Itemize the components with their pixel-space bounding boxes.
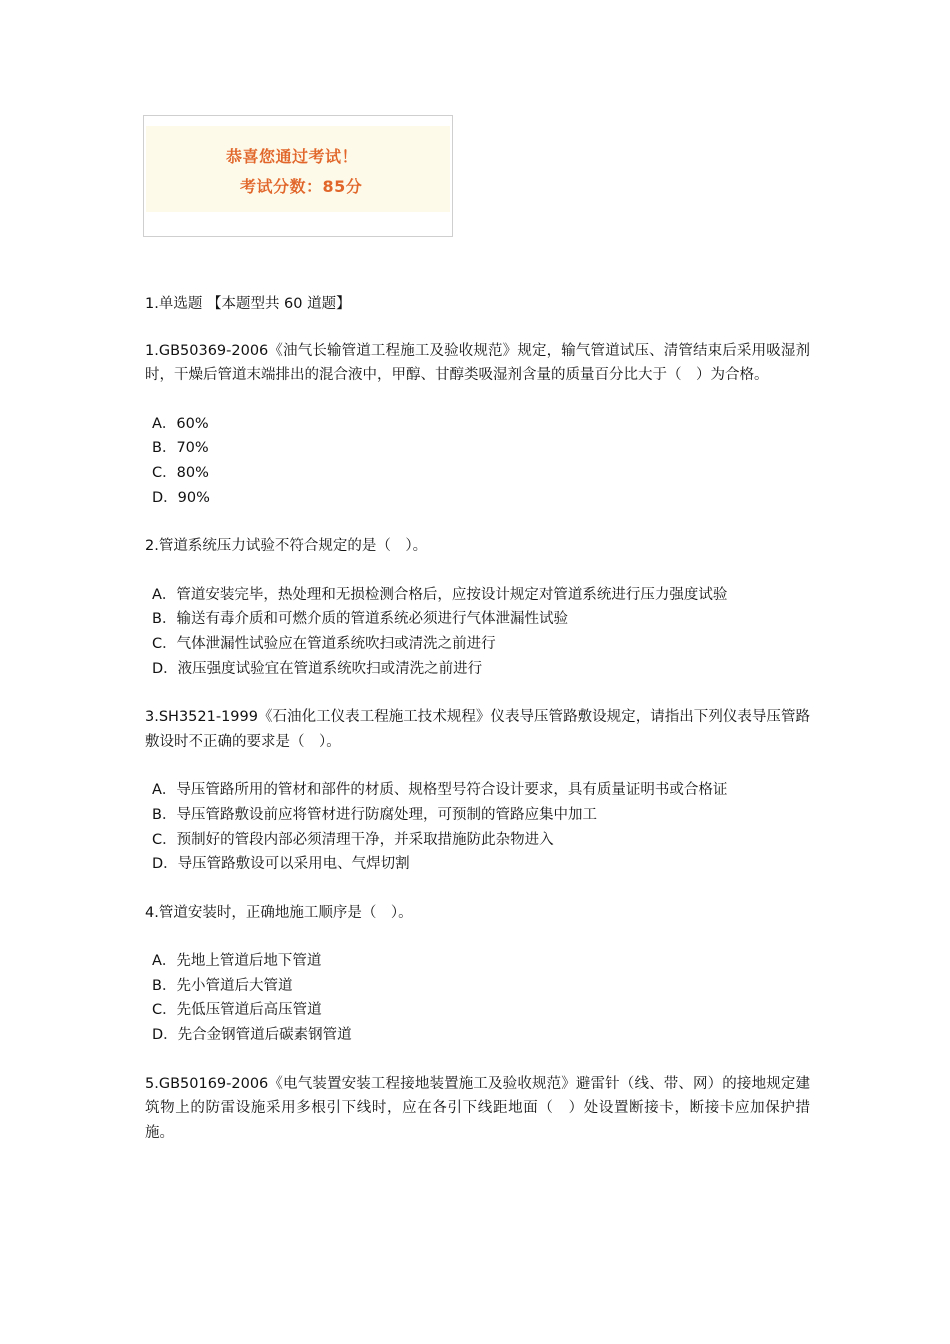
section-title: 1.单选题 【本题型共 60 道题】 [145,296,351,312]
option-letter: A． [152,415,177,432]
question-list [145,292,810,1169]
question-3 [145,705,810,877]
option-letter: C． [152,464,177,481]
question-5 [145,1072,810,1146]
option-list [145,949,810,1047]
question-text: 3.SH3521-1999《石油化工仪表工程施工技术规程》仪表导压管路敷设规定，请指出下列仪表导压管路敷设时不正确的要求是（ ）。 [145,709,810,750]
option-a[interactable] [145,949,810,974]
option-text: 导压管路所用的管材和部件的材质、规格型号符合设计要求，具有质量证明书或合格证 [176,782,728,799]
option-letter: A． [152,953,177,970]
option-letter: B． [152,977,177,994]
option-list [145,583,810,681]
option-letter: A． [152,782,177,799]
option-letter: C． [152,831,177,848]
option-text: 80% [176,464,209,481]
option-text: 先地上管道后地下管道 [176,953,322,970]
option-text: 先低压管道后高压管道 [176,1002,322,1019]
option-text: 70% [176,440,209,457]
option-b[interactable] [145,803,810,828]
option-letter: D． [152,489,178,506]
option-list [145,412,810,510]
option-text: 60% [176,415,209,432]
exam-score: 考试分数：85分 [240,177,363,196]
option-letter: B． [152,440,177,457]
question-text: 5.GB50169-2006《电气装置安装工程接地装置施工及验收规范》避雷针（线、带、网）的接地规定建筑物上的防雷设施采用多根引下线时，应在各引下线距地面（ ）处设置断接卡，断接卡应加保护措施。 [145,1075,810,1141]
option-text: 先合金钢管道后碳素钢管道 [177,1027,352,1044]
option-letter: B． [152,806,177,823]
congrats-message: 恭喜您通过考试！ [226,147,359,166]
option-c[interactable] [145,998,810,1023]
option-letter: C． [152,635,177,652]
option-a[interactable] [145,412,810,437]
option-a[interactable] [145,778,810,803]
option-letter: D． [152,856,178,873]
option-text: 预制好的管段内部必须清理干净，并采取措施防此杂物进入 [176,831,554,848]
option-letter: A． [152,586,177,603]
option-c[interactable] [145,828,810,853]
option-letter: D． [152,1027,178,1044]
question-2 [145,534,810,681]
option-letter: D． [152,660,178,677]
option-b[interactable] [145,974,810,999]
option-text: 导压管路敷设前应将管材进行防腐处理，可预制的管路应集中加工 [176,806,597,823]
option-text: 管道安装完毕，热处理和无损检测合格后，应按设计规定对管道系统进行压力强度试验 [176,586,728,603]
option-d[interactable] [145,486,810,511]
option-d[interactable] [145,1023,810,1048]
option-text: 液压强度试验宜在管道系统吹扫或清洗之前进行 [177,660,483,677]
option-d[interactable] [145,657,810,682]
option-text: 90% [177,489,210,506]
exam-result-banner [146,126,450,212]
option-text: 导压管路敷设可以采用电、气焊切割 [177,856,410,873]
option-text: 先小管道后大管道 [176,977,293,994]
option-letter: B． [152,611,177,628]
option-list [145,778,810,876]
question-text: 4.管道安装时，正确地施工顺序是（ ）。 [145,904,413,921]
option-a[interactable] [145,583,810,608]
option-letter: C． [152,1002,177,1019]
option-c[interactable] [145,632,810,657]
option-text: 输送有毒介质和可燃介质的管道系统必须进行气体泄漏性试验 [176,611,568,628]
option-c[interactable] [145,461,810,486]
option-d[interactable] [145,852,810,877]
question-text: 2.管道系统压力试验不符合规定的是（ ）。 [145,538,428,555]
option-text: 气体泄漏性试验应在管道系统吹扫或清洗之前进行 [176,635,496,652]
option-b[interactable] [145,607,810,632]
exam-result-box [143,115,453,237]
option-b[interactable] [145,436,810,461]
question-text: 1.GB50369-2006《油气长输管道工程施工及验收规范》规定，输气管道试压、清管结束后采用吸湿剂时，干燥后管道末端排出的混合液中，甲醇、甘醇类吸湿剂含量的质量百分比大于（ ）为合格。 [145,342,810,384]
question-1 [145,339,810,511]
question-4 [145,901,810,1048]
